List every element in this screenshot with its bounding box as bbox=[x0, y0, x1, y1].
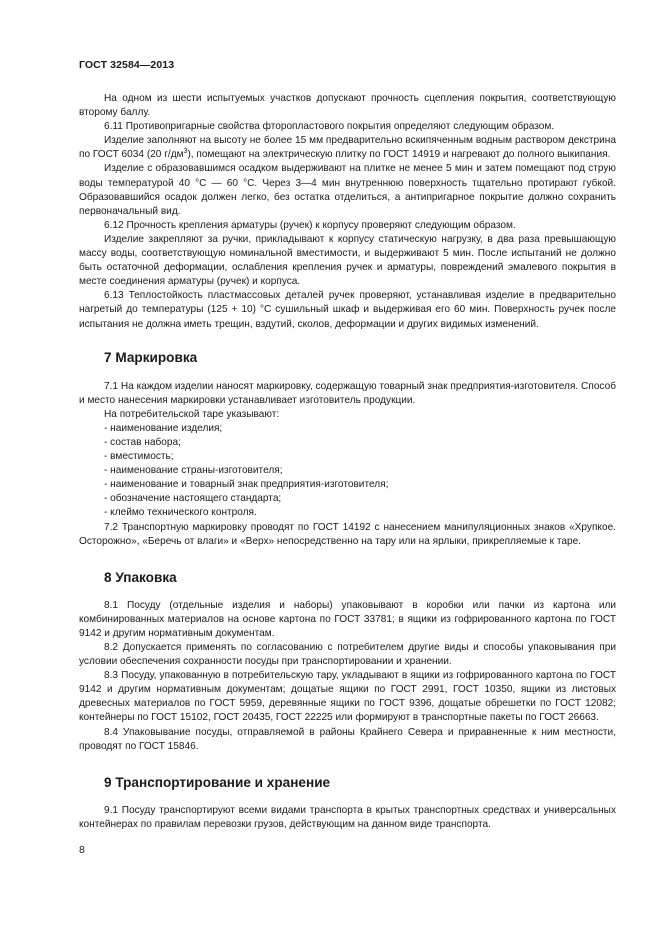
section-heading-8: 8 Упаковка bbox=[104, 569, 177, 585]
document-body bbox=[79, 92, 616, 832]
section-heading-9: 9 Транспортирование и хранение bbox=[104, 774, 331, 790]
list-item: - наименование и товарный знак предприятия-изготовителя; bbox=[104, 479, 389, 491]
list-item: - обозначение настоящего стандарта; bbox=[104, 493, 282, 505]
page-number: 8 bbox=[79, 844, 85, 856]
paragraph-8-3: 8.3 Посуду, упакованную в потребительскую тару, укладывают в ящики из гофрированного картона по ГОСТ 9142 и другим нормативным документам; дощатые ящики по ГОСТ 2991, ГОСТ 10350, ящики из листовых древесных материалов по ГОСТ 5959, деревянные ящики по ГОСТ 9396, дощатые обрешетки по ГОСТ 12082; контейнеры по ГОСТ 15102, ГОСТ 20435, ГОСТ 22225 или формируют в транспортные пакеты по ГОСТ 26663. bbox=[79, 670, 616, 724]
paragraph-6-11-residue: Изделие с образовавшимся осадком выдерживают на плитке не менее 5 мин и затем помещают под струю воды температурой 40 °С — 60 °С. Через 3—4 мин внутреннюю поверхность тщательно протирают губкой. Образовавшийся осадок должен легко, без остатка отделиться, а антипригарное покрытие должно сохранить первоначальный вид. bbox=[79, 163, 616, 217]
paragraph-7-1: 7.1 На каждом изделии наносят маркировку, содержащую товарный знак предприятия-изготовителя. Способ и место нанесения маркировки устанавливает изготовитель продукции. bbox=[79, 380, 616, 406]
list-item: - клеймо технического контроля. bbox=[104, 507, 257, 519]
section-heading-7: 7 Маркировка bbox=[104, 349, 198, 365]
paragraph-6-11: 6.11 Противопригарные свойства фторопластового покрытия определяют следующим образом. bbox=[104, 121, 555, 133]
paragraph-8-2: 8.2 Допускается применять по согласованию с потребителем другие виды и способы упаковывания при условии обеспечения сохранности посуды при транспортировании и хранении. bbox=[79, 642, 616, 668]
paragraph-6-11-fill-tail: ), помещают на электрическую плитку по ГОСТ 14919 и нагревают до полного выкипания. bbox=[187, 149, 611, 161]
paragraph-6-12: 6.12 Прочность крепления арматуры (ручек) к корпусу проверяют следующим образом. bbox=[104, 219, 516, 231]
list-item: - наименование страны-изготовителя; bbox=[104, 465, 283, 477]
paragraph-7-1-consumer: На потребительской таре указывают: bbox=[104, 408, 280, 420]
paragraph-6-13: 6.13 Теплостойкость пластмассовых деталей ручек проверяют, устанавливая изделие в предварительно нагретый до температуры (125 + 10) °С сушильный шкаф и выдерживая его 60 мин. Поверхность ручек после испытания не должна иметь трещин, вздутий, сколов, деформации и других видимых изменений. bbox=[79, 290, 616, 330]
paragraph-8-4: 8.4 Упаковывание посуды, отправляемой в районы Крайнего Севера и приравненные к ним местности, проводят по ГОСТ 15846. bbox=[79, 726, 616, 752]
list-item: - вместимость; bbox=[104, 451, 174, 463]
document-header: ГОСТ 32584—2013 bbox=[79, 59, 175, 71]
paragraph-adhesion: На одном из шести испытуемых участков допускают прочность сцепления покрытия, соответствующую второму баллу. bbox=[79, 93, 616, 119]
list-item: - состав набора; bbox=[104, 436, 181, 448]
paragraph-9-1: 9.1 Посуду транспортируют всеми видами транспорта в крытых транспортных средствах и универсальных контейнерах по правилам перевозки грузов, действующим на данном виде транспорта. bbox=[79, 804, 616, 830]
paragraph-7-2: 7.2 Транспортную маркировку проводят по ГОСТ 14192 с нанесением манипуляционных знаков «Хрупкое. Осторожно», «Беречь от влаги» и «Верх» непосредственно на тару или на ярлыки, прикрепляемые к таре. bbox=[79, 521, 616, 547]
paragraph-6-11-fill bbox=[79, 134, 616, 162]
paragraph-8-1: 8.1 Посуду (отдельные изделия и наборы) упаковывают в коробки или пачки из картона или комбинированных материалов на основе картона по ГОСТ 33781; в ящики из гофрированного картона по ГОСТ 9142 и другим нормативным документам. bbox=[79, 599, 616, 639]
paragraph-6-12-load: Изделие закрепляют за ручки, прикладывают к корпусу статическую нагрузку, в два раза превышающую массу воды, соответствующую номинальной вместимости, и выдерживают 5 мин. После испытаний не должно быть остаточной деформации, ослабления крепления ручек и арматуры, повреждений эмалевого покрытия в месте соединения арматуры (ручек) и корпуса. bbox=[79, 233, 616, 288]
list-item: - наименование изделия; bbox=[104, 422, 223, 434]
paragraph-6-11-fill-text: Изделие заполняют на высоту не более 15 мм предварительно вскипяченным водным раствором декстрина по ГОСТ 6034 (20 г/дм bbox=[79, 135, 616, 161]
superscript-3: 3 bbox=[183, 148, 188, 156]
